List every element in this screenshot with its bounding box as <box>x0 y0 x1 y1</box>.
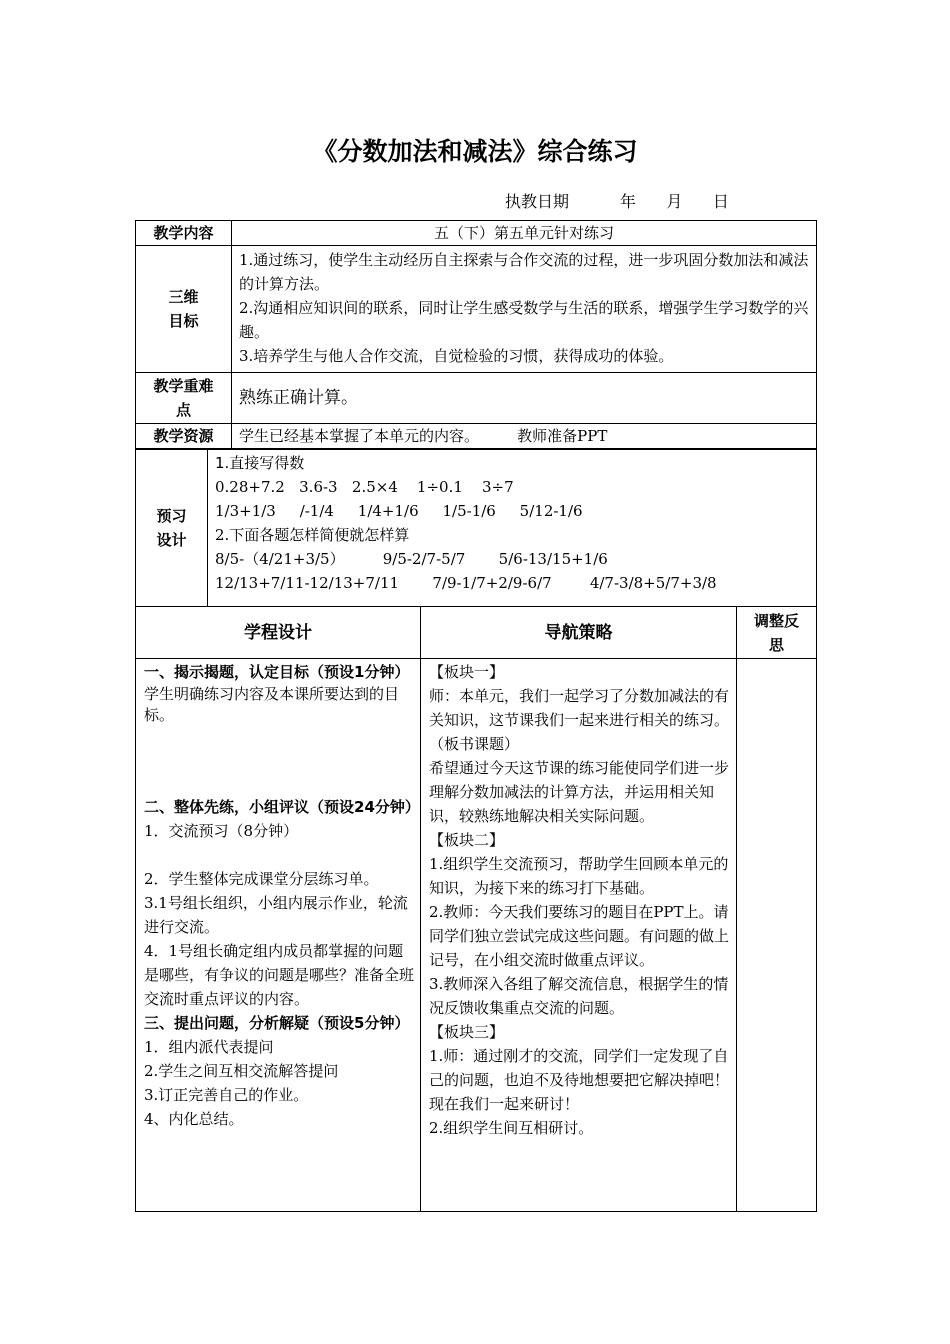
row-resources <box>136 424 817 449</box>
block-3-line: 1.师：通过刚才的交流，同学们一定发现了自己的问题，也迫不及待地想要把它解决掉吧！现在我们一起来研讨！ <box>429 1047 730 1113</box>
navigation-strategy-cell <box>421 659 737 1212</box>
section-1-title: 一、揭示揭题，认定目标（预设1分钟） <box>144 663 410 681</box>
section-2-item: 2．学生整体完成课堂分层练习单。 <box>144 870 379 888</box>
key-points-value: 熟练正确计算。 <box>232 373 817 424</box>
section-3-item: 4、内化总结。 <box>144 1110 244 1128</box>
teaching-date-line: 执教日期 年 月 日 <box>505 192 729 211</box>
block-3-title: 【板块三】 <box>429 1023 505 1041</box>
section-2-item: 3.1号组长组织，小组内展示作业，轮流进行交流。 <box>144 894 408 936</box>
preview-line: 8/5-（4/21+3/5） 9/5-2/7-5/7 5/6-13/15+1/6 <box>215 550 608 568</box>
header-navigation-strategy: 导航策略 <box>421 607 737 659</box>
header-process-design: 学程设计 <box>136 607 421 659</box>
row-process-body <box>136 659 817 1212</box>
section-3-item: 1．组内派代表提问 <box>144 1038 274 1056</box>
block-3-line: 2.组织学生间互相研讨。 <box>429 1119 594 1137</box>
block-2-line: 3.教师深入各组了解交流信息，根据学生的情况反馈收集重点交流的问题。 <box>429 975 729 1017</box>
reflection-cell <box>737 659 817 1212</box>
block-1-line: 希望通过今天这节课的练习能使同学们进一步理解分数加减法的计算方法，并运用相关知识，较熟练地解决相关实际问题。 <box>429 759 730 825</box>
row-key-points <box>136 373 817 424</box>
preview-line: 1.直接写得数 <box>215 454 305 472</box>
preview-table <box>135 449 817 607</box>
goals-list <box>232 246 817 373</box>
header-reflection: 调整反 思 <box>737 607 817 659</box>
section-3-item: 2.学生之间互相交流解答提问 <box>144 1062 339 1080</box>
row-content <box>136 221 817 246</box>
goal-item: 2.沟通相应知识间的联系，同时让学生感受数学与生活的联系，增强学生学习数学的兴趣。 <box>239 299 809 341</box>
resources-label: 教学资源 <box>136 424 232 449</box>
block-2-line: 2.教师：今天我们要练习的题目在PPT上。请同学们独立尝试完成这些问题。有问题的做上记号，在小组交流时做重点评议。 <box>429 903 730 969</box>
resources-value: 学生已经基本掌握了本单元的内容。 教师准备PPT <box>232 424 817 449</box>
preview-label: 预习 设计 <box>136 450 208 607</box>
content-label: 教学内容 <box>136 221 232 246</box>
goal-item: 1.通过练习，使学生主动经历自主探索与合作交流的过程，进一步巩固分数加法和减法的计算方法。 <box>239 251 809 293</box>
block-2-title: 【板块二】 <box>429 831 505 849</box>
section-3-item: 3.订正完善自己的作业。 <box>144 1086 309 1104</box>
key-points-label: 教学重难 点 <box>136 373 232 424</box>
row-process-header <box>136 607 817 659</box>
section-2-title: 二、整体先练，小组评议（预设24分钟） <box>144 798 420 816</box>
section-2-item: 4．1号组长确定组内成员都掌握的问题是哪些，有争议的问题是哪些？准备全班交流时重点评议的内容。 <box>144 942 415 1008</box>
process-design-cell <box>136 659 421 1212</box>
section-1-text: 学生明确练习内容及本课所要达到的目标。 <box>144 685 400 724</box>
row-preview <box>136 450 817 607</box>
block-2-line: 1.组织学生交流预习，帮助学生回顾本单元的知识，为接下来的练习打下基础。 <box>429 855 729 897</box>
goal-item: 3.培养学生与他人合作交流，自觉检验的习惯，获得成功的体验。 <box>239 347 674 365</box>
preview-line: 0.28+7.2 3.6-3 2.5×4 1÷0.1 3÷7 <box>215 478 514 496</box>
content-value: 五（下）第五单元针对练习 <box>232 221 817 246</box>
page-title: 《分数加法和减法》综合练习 <box>312 137 638 166</box>
goals-label: 三维 目标 <box>136 246 232 373</box>
row-goals <box>136 246 817 373</box>
lesson-process-table <box>135 606 817 1212</box>
preview-line: 12/13+7/11-12/13+7/11 7/9-1/7+2/9-6/7 4/7-3/8+5/7+3/8 <box>215 574 717 592</box>
lesson-info-table <box>135 220 817 449</box>
preview-line: 2.下面各题怎样简便就怎样算 <box>215 526 410 544</box>
preview-line: 1/3+1/3 /-1/4 1/4+1/6 1/5-1/6 5/12-1/6 <box>215 502 583 520</box>
block-1-line: 师：本单元，我们一起学习了分数加减法的有关知识，这节课我们一起来进行相关的练习。（板书课题） <box>429 687 730 753</box>
preview-content <box>208 450 817 607</box>
section-2-item: 1．交流预习（8分钟） <box>144 822 299 840</box>
section-3-title: 三、提出问题，分析解疑（预设5分钟） <box>144 1014 410 1032</box>
section-2-item <box>144 843 414 867</box>
block-1-title: 【板块一】 <box>429 663 505 681</box>
